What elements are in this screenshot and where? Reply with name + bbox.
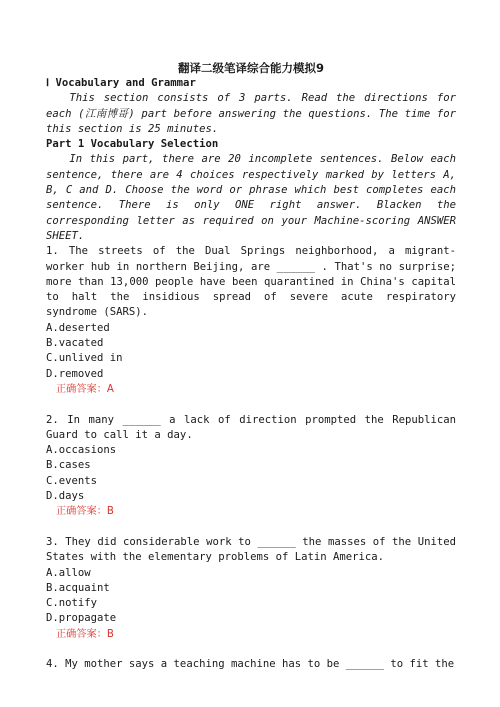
option-a[interactable]: A.occasions (46, 444, 117, 457)
correct-answer: 正确答案：A (56, 383, 114, 395)
correct-answer: 正确答案：B (56, 628, 114, 640)
document-title: 翻译二级笔译综合能力模拟9 (177, 61, 324, 75)
correct-answer: 正确答案：B (56, 506, 114, 518)
part-directions: In this part, there are 20 incomplete sentences. Below each sentence, there are 4 choices respectively marked by letters A, B, C and D. Choose the word or phrase which best completes each sentence. There is only ONE right answer. Blacken the corresponding letter as required on your Machine-scoring ANSWER SHEET. (46, 153, 456, 242)
option-a[interactable]: A.allow (46, 566, 91, 579)
question-1 (46, 244, 456, 397)
document-page (46, 60, 456, 673)
option-d[interactable]: D.removed (46, 367, 104, 380)
option-a[interactable]: A.deserted (46, 321, 110, 334)
spacer (46, 397, 456, 412)
option-c[interactable]: C.events (46, 474, 98, 487)
spacer (46, 642, 456, 657)
option-b[interactable]: B.acquaint (46, 581, 110, 594)
question-4 (46, 657, 456, 672)
section-heading: Ⅰ Vocabulary and Grammar (46, 77, 196, 89)
section-directions: This section consists of 3 parts. Read the directions for each (江南博哥) part before answering the questions. The time for this section is 25 minutes. (46, 92, 456, 135)
option-c[interactable]: C.notify (46, 597, 98, 610)
option-d[interactable]: D.days (46, 490, 85, 503)
option-b[interactable]: B.cases (46, 459, 91, 472)
question-stem: 4. My mother says a teaching machine has to be ______ to fit the (46, 658, 455, 671)
option-b[interactable]: B.vacated (46, 337, 104, 350)
option-c[interactable]: C.unlived in (46, 352, 123, 365)
question-3 (46, 535, 456, 642)
spacer (46, 520, 456, 535)
question-2 (46, 413, 456, 520)
question-stem: 3. They did considerable work to ______ the masses of the United States with the elementary problems of Latin America. (46, 535, 456, 564)
question-stem: 2. In many ______ a lack of direction prompted the Republican Guard to call it a day. (46, 413, 456, 441)
question-stem: 1. The streets of the Dual Springs neighborhood, a migrant-worker hub in northern Beijing, are ______ . That's no surprise; more than 13,000 people have been quarantined in China's capital to halt the insidious spread of severe acute respiratory syndrome (SARS). (46, 245, 456, 319)
part-heading: Part 1 Vocabulary Selection (46, 138, 219, 151)
option-d[interactable]: D.propagate (46, 612, 117, 625)
